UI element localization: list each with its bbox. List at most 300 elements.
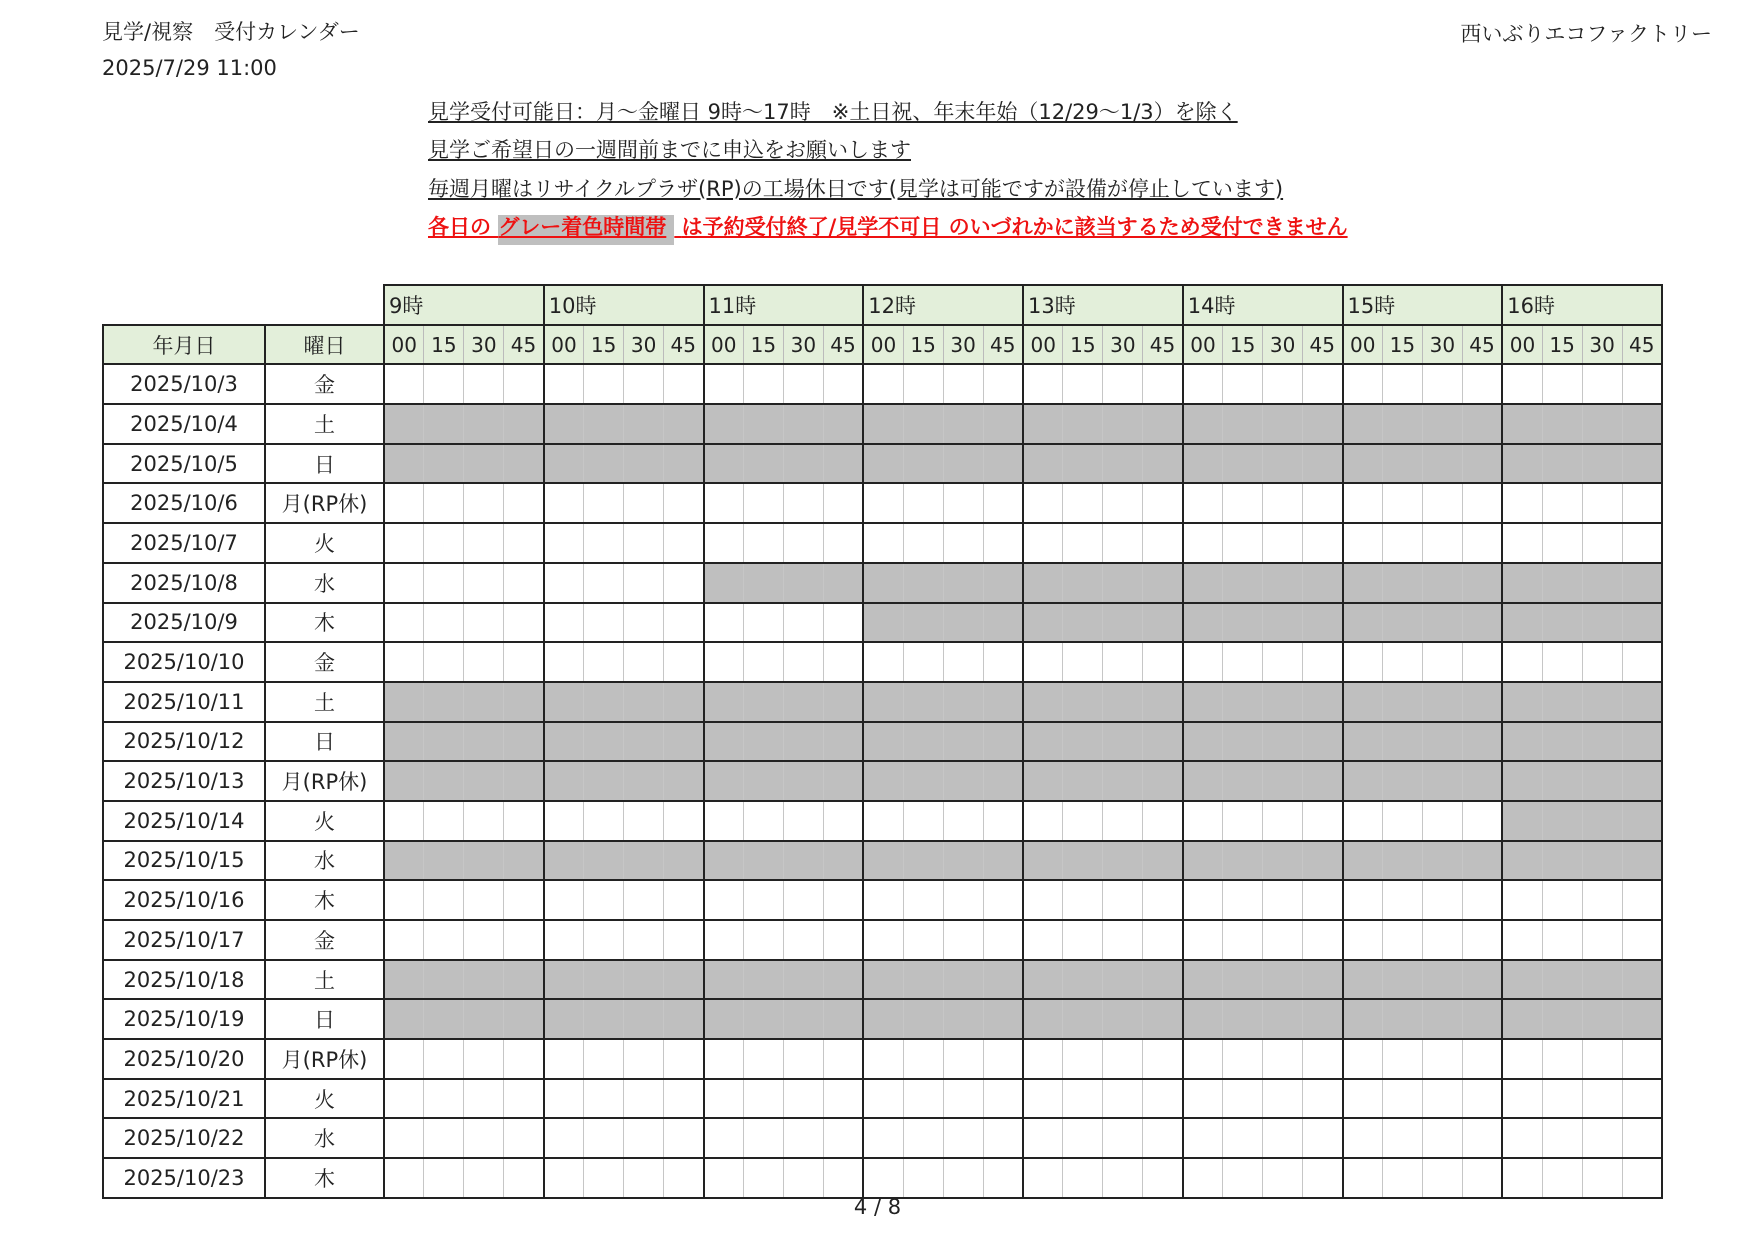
time-slot-closed bbox=[1462, 404, 1502, 444]
time-slot-closed bbox=[823, 761, 863, 801]
time-slot-closed bbox=[743, 960, 783, 1000]
table-row bbox=[103, 960, 1662, 1000]
time-slot-closed bbox=[1422, 960, 1462, 1000]
time-slot-open bbox=[943, 483, 983, 523]
time-slot-closed bbox=[384, 999, 424, 1039]
time-slot-closed bbox=[823, 404, 863, 444]
time-slot-open bbox=[504, 880, 544, 920]
time-slot-closed bbox=[464, 404, 504, 444]
time-slot-open bbox=[1462, 1039, 1502, 1079]
time-slot-closed bbox=[1622, 444, 1662, 484]
time-slot-open bbox=[903, 364, 943, 404]
time-slot-closed bbox=[903, 841, 943, 881]
time-slot-open bbox=[624, 483, 664, 523]
time-slot-closed bbox=[1542, 722, 1582, 762]
time-slot-closed bbox=[1103, 761, 1143, 801]
time-slot-closed bbox=[1023, 722, 1063, 762]
time-slot-closed bbox=[863, 404, 903, 444]
time-slot-open bbox=[783, 603, 823, 643]
time-slot-closed bbox=[823, 960, 863, 1000]
time-slot-open bbox=[1422, 1118, 1462, 1158]
minute-header: 15 bbox=[424, 325, 464, 365]
time-slot-open bbox=[1303, 364, 1343, 404]
time-slot-open bbox=[863, 880, 903, 920]
time-slot-closed bbox=[1343, 682, 1383, 722]
weekday-cell: 火 bbox=[265, 523, 384, 563]
time-slot-open bbox=[1542, 1039, 1582, 1079]
time-slot-open bbox=[1143, 920, 1183, 960]
time-slot-closed bbox=[1183, 444, 1223, 484]
time-slot-closed bbox=[544, 444, 584, 484]
date-cell: 2025/10/21 bbox=[103, 1079, 265, 1119]
time-slot-open bbox=[1462, 523, 1502, 563]
date-cell: 2025/10/9 bbox=[103, 603, 265, 643]
time-slot-open bbox=[1143, 523, 1183, 563]
time-slot-closed bbox=[1422, 761, 1462, 801]
time-slot-closed bbox=[1382, 722, 1422, 762]
time-slot-open bbox=[544, 1039, 584, 1079]
time-slot-closed bbox=[1622, 960, 1662, 1000]
time-slot-closed bbox=[1343, 404, 1383, 444]
time-slot-open bbox=[1422, 1039, 1462, 1079]
time-slot-closed bbox=[584, 841, 624, 881]
weekday-cell: 日 bbox=[265, 999, 384, 1039]
time-slot-open bbox=[384, 1079, 424, 1119]
time-slot-closed bbox=[664, 722, 704, 762]
table-row bbox=[103, 682, 1662, 722]
time-slot-open bbox=[943, 880, 983, 920]
date-cell: 2025/10/13 bbox=[103, 761, 265, 801]
time-slot-open bbox=[1183, 1158, 1223, 1198]
time-slot-closed bbox=[1502, 722, 1542, 762]
minute-header: 15 bbox=[903, 325, 943, 365]
time-slot-closed bbox=[664, 444, 704, 484]
hour-header: 16時 bbox=[1502, 285, 1662, 325]
time-slot-open bbox=[1263, 364, 1303, 404]
time-slot-closed bbox=[1143, 682, 1183, 722]
time-slot-open bbox=[424, 1158, 464, 1198]
table-row bbox=[103, 523, 1662, 563]
time-slot-open bbox=[1582, 1039, 1622, 1079]
time-slot-open bbox=[584, 523, 624, 563]
time-slot-open bbox=[424, 603, 464, 643]
minute-header: 00 bbox=[544, 325, 584, 365]
time-slot-closed bbox=[783, 444, 823, 484]
time-slot-closed bbox=[1183, 404, 1223, 444]
time-slot-closed bbox=[1382, 404, 1422, 444]
time-slot-open bbox=[664, 1118, 704, 1158]
minute-header: 15 bbox=[1382, 325, 1422, 365]
time-slot-open bbox=[1422, 801, 1462, 841]
time-slot-closed bbox=[1263, 841, 1303, 881]
time-slot-closed bbox=[1103, 404, 1143, 444]
time-slot-closed bbox=[1343, 603, 1383, 643]
time-slot-open bbox=[743, 1118, 783, 1158]
time-slot-closed bbox=[783, 404, 823, 444]
time-slot-closed bbox=[823, 563, 863, 603]
time-slot-closed bbox=[903, 682, 943, 722]
time-slot-closed bbox=[1143, 841, 1183, 881]
time-slot-open bbox=[743, 880, 783, 920]
time-slot-closed bbox=[1143, 761, 1183, 801]
time-slot-open bbox=[504, 603, 544, 643]
time-slot-open bbox=[1502, 880, 1542, 920]
time-slot-open bbox=[823, 880, 863, 920]
time-slot-closed bbox=[1422, 563, 1462, 603]
time-slot-closed bbox=[1343, 841, 1383, 881]
time-slot-closed bbox=[624, 444, 664, 484]
minute-header: 45 bbox=[1143, 325, 1183, 365]
time-slot-open bbox=[584, 801, 624, 841]
time-slot-open bbox=[1622, 642, 1662, 682]
time-slot-open bbox=[1183, 1039, 1223, 1079]
time-slot-open bbox=[1023, 523, 1063, 563]
time-slot-open bbox=[903, 1158, 943, 1198]
page-title: 見学/視察 受付カレンダー bbox=[102, 20, 360, 44]
time-slot-open bbox=[1542, 483, 1582, 523]
time-slot-closed bbox=[384, 682, 424, 722]
time-slot-closed bbox=[664, 960, 704, 1000]
time-slot-closed bbox=[903, 999, 943, 1039]
time-slot-open bbox=[664, 523, 704, 563]
time-slot-closed bbox=[704, 404, 744, 444]
time-slot-open bbox=[1143, 1079, 1183, 1119]
time-slot-open bbox=[1382, 920, 1422, 960]
weekday-cell: 金 bbox=[265, 920, 384, 960]
date-cell: 2025/10/4 bbox=[103, 404, 265, 444]
time-slot-open bbox=[1502, 483, 1542, 523]
time-slot-open bbox=[624, 801, 664, 841]
time-slot-open bbox=[1542, 523, 1582, 563]
time-slot-closed bbox=[464, 444, 504, 484]
date-cell: 2025/10/23 bbox=[103, 1158, 265, 1198]
time-slot-closed bbox=[1542, 999, 1582, 1039]
time-slot-closed bbox=[1422, 722, 1462, 762]
time-slot-closed bbox=[1063, 603, 1103, 643]
time-slot-closed bbox=[464, 841, 504, 881]
time-slot-closed bbox=[1462, 444, 1502, 484]
time-slot-closed bbox=[1023, 999, 1063, 1039]
time-slot-open bbox=[384, 642, 424, 682]
time-slot-open bbox=[1582, 523, 1622, 563]
time-slot-open bbox=[863, 523, 903, 563]
time-slot-closed bbox=[704, 761, 744, 801]
timestamp: 2025/7/29 11:00 bbox=[102, 56, 277, 80]
time-slot-open bbox=[1382, 483, 1422, 523]
time-slot-open bbox=[624, 364, 664, 404]
time-slot-open bbox=[1343, 642, 1383, 682]
time-slot-open bbox=[863, 1039, 903, 1079]
date-cell: 2025/10/16 bbox=[103, 880, 265, 920]
time-slot-closed bbox=[504, 841, 544, 881]
time-slot-open bbox=[1303, 801, 1343, 841]
time-slot-closed bbox=[424, 722, 464, 762]
time-slot-closed bbox=[1063, 999, 1103, 1039]
date-cell: 2025/10/8 bbox=[103, 563, 265, 603]
time-slot-open bbox=[1103, 1118, 1143, 1158]
time-slot-open bbox=[1343, 1079, 1383, 1119]
time-slot-closed bbox=[1343, 761, 1383, 801]
time-slot-closed bbox=[943, 960, 983, 1000]
hour-header: 12時 bbox=[863, 285, 1023, 325]
time-slot-open bbox=[664, 1039, 704, 1079]
time-slot-open bbox=[783, 1079, 823, 1119]
time-slot-open bbox=[1103, 1079, 1143, 1119]
time-slot-open bbox=[704, 523, 744, 563]
time-slot-closed bbox=[1622, 682, 1662, 722]
time-slot-closed bbox=[544, 761, 584, 801]
time-slot-open bbox=[1462, 1158, 1502, 1198]
time-slot-open bbox=[1303, 920, 1343, 960]
time-slot-open bbox=[1223, 1039, 1263, 1079]
time-slot-open bbox=[863, 801, 903, 841]
time-slot-open bbox=[1223, 880, 1263, 920]
time-slot-closed bbox=[1502, 960, 1542, 1000]
time-slot-open bbox=[464, 920, 504, 960]
time-slot-open bbox=[1023, 1118, 1063, 1158]
time-slot-closed bbox=[783, 563, 823, 603]
time-slot-closed bbox=[624, 841, 664, 881]
time-slot-open bbox=[743, 801, 783, 841]
time-slot-open bbox=[983, 364, 1023, 404]
time-slot-open bbox=[1063, 523, 1103, 563]
minute-header: 15 bbox=[584, 325, 624, 365]
time-slot-closed bbox=[943, 563, 983, 603]
time-slot-closed bbox=[1143, 722, 1183, 762]
time-slot-open bbox=[1263, 1079, 1303, 1119]
time-slot-closed bbox=[783, 999, 823, 1039]
time-slot-open bbox=[464, 801, 504, 841]
time-slot-closed bbox=[384, 960, 424, 1000]
time-slot-open bbox=[743, 364, 783, 404]
time-slot-open bbox=[1023, 364, 1063, 404]
time-slot-open bbox=[544, 1079, 584, 1119]
time-slot-open bbox=[1462, 483, 1502, 523]
time-slot-open bbox=[1223, 920, 1263, 960]
time-slot-open bbox=[783, 1158, 823, 1198]
time-slot-closed bbox=[1303, 841, 1343, 881]
time-slot-open bbox=[823, 1039, 863, 1079]
time-slot-open bbox=[424, 1118, 464, 1158]
time-slot-closed bbox=[384, 444, 424, 484]
time-slot-open bbox=[783, 364, 823, 404]
time-slot-open bbox=[903, 920, 943, 960]
time-slot-closed bbox=[1382, 563, 1422, 603]
time-slot-open bbox=[464, 642, 504, 682]
time-slot-closed bbox=[943, 761, 983, 801]
time-slot-open bbox=[1382, 523, 1422, 563]
time-slot-open bbox=[1582, 920, 1622, 960]
warning-gray-highlight: グレー着色時間帯 bbox=[498, 215, 674, 245]
weekday-cell: 水 bbox=[265, 563, 384, 603]
weekday-cell: 土 bbox=[265, 404, 384, 444]
time-slot-open bbox=[664, 642, 704, 682]
time-slot-closed bbox=[983, 603, 1023, 643]
weekday-cell: 木 bbox=[265, 603, 384, 643]
time-slot-closed bbox=[823, 999, 863, 1039]
time-slot-closed bbox=[1023, 682, 1063, 722]
time-slot-open bbox=[424, 563, 464, 603]
time-slot-open bbox=[1542, 642, 1582, 682]
time-slot-closed bbox=[1303, 722, 1343, 762]
time-slot-open bbox=[504, 1118, 544, 1158]
time-slot-closed bbox=[903, 404, 943, 444]
time-slot-closed bbox=[1622, 563, 1662, 603]
time-slot-closed bbox=[1183, 841, 1223, 881]
time-slot-open bbox=[1063, 364, 1103, 404]
minute-header: 00 bbox=[1343, 325, 1383, 365]
time-slot-open bbox=[743, 920, 783, 960]
time-slot-closed bbox=[624, 999, 664, 1039]
time-slot-open bbox=[664, 1079, 704, 1119]
time-slot-closed bbox=[1183, 722, 1223, 762]
time-slot-closed bbox=[1103, 722, 1143, 762]
time-slot-open bbox=[1143, 642, 1183, 682]
hour-header: 11時 bbox=[704, 285, 864, 325]
time-slot-open bbox=[1622, 1158, 1662, 1198]
time-slot-closed bbox=[1622, 761, 1662, 801]
time-slot-open bbox=[544, 523, 584, 563]
time-slot-closed bbox=[1462, 603, 1502, 643]
time-slot-open bbox=[983, 1158, 1023, 1198]
time-slot-closed bbox=[943, 444, 983, 484]
time-slot-open bbox=[1622, 1079, 1662, 1119]
time-slot-open bbox=[743, 1158, 783, 1198]
time-slot-closed bbox=[783, 841, 823, 881]
time-slot-closed bbox=[1343, 960, 1383, 1000]
date-cell: 2025/10/18 bbox=[103, 960, 265, 1000]
time-slot-open bbox=[783, 1039, 823, 1079]
time-slot-open bbox=[823, 642, 863, 682]
time-slot-closed bbox=[1303, 603, 1343, 643]
time-slot-open bbox=[1542, 1158, 1582, 1198]
time-slot-open bbox=[584, 1079, 624, 1119]
time-slot-open bbox=[1462, 880, 1502, 920]
time-slot-open bbox=[704, 880, 744, 920]
time-slot-closed bbox=[1303, 999, 1343, 1039]
notice-gray-warning bbox=[428, 211, 1348, 241]
time-slot-closed bbox=[1223, 722, 1263, 762]
minute-header: 30 bbox=[1263, 325, 1303, 365]
time-slot-closed bbox=[1382, 444, 1422, 484]
time-slot-open bbox=[504, 523, 544, 563]
time-slot-closed bbox=[743, 563, 783, 603]
time-slot-open bbox=[1103, 801, 1143, 841]
time-slot-closed bbox=[1063, 761, 1103, 801]
time-slot-open bbox=[424, 364, 464, 404]
time-slot-open bbox=[903, 523, 943, 563]
time-slot-closed bbox=[504, 682, 544, 722]
time-slot-open bbox=[544, 642, 584, 682]
time-slot-closed bbox=[1343, 563, 1383, 603]
time-slot-open bbox=[1462, 642, 1502, 682]
time-slot-open bbox=[424, 880, 464, 920]
time-slot-open bbox=[903, 1039, 943, 1079]
time-slot-closed bbox=[1023, 603, 1063, 643]
table-row bbox=[103, 1118, 1662, 1158]
time-slot-open bbox=[1343, 523, 1383, 563]
time-slot-open bbox=[1622, 523, 1662, 563]
time-slot-closed bbox=[863, 722, 903, 762]
time-slot-open bbox=[1183, 364, 1223, 404]
minute-header: 45 bbox=[983, 325, 1023, 365]
time-slot-closed bbox=[783, 761, 823, 801]
time-slot-open bbox=[1582, 1079, 1622, 1119]
time-slot-open bbox=[1622, 920, 1662, 960]
time-slot-open bbox=[704, 642, 744, 682]
time-slot-closed bbox=[1622, 722, 1662, 762]
minute-header: 30 bbox=[1103, 325, 1143, 365]
time-slot-closed bbox=[1063, 404, 1103, 444]
time-slot-open bbox=[1542, 1118, 1582, 1158]
time-slot-closed bbox=[863, 960, 903, 1000]
time-slot-closed bbox=[983, 722, 1023, 762]
time-slot-open bbox=[464, 1079, 504, 1119]
time-slot-open bbox=[424, 483, 464, 523]
time-slot-open bbox=[664, 483, 704, 523]
time-slot-open bbox=[624, 920, 664, 960]
time-slot-open bbox=[1422, 364, 1462, 404]
date-cell: 2025/10/22 bbox=[103, 1118, 265, 1158]
time-slot-closed bbox=[1422, 999, 1462, 1039]
time-slot-open bbox=[504, 1079, 544, 1119]
time-slot-closed bbox=[1143, 603, 1183, 643]
time-slot-open bbox=[1103, 364, 1143, 404]
time-slot-open bbox=[1303, 1158, 1343, 1198]
time-slot-closed bbox=[1502, 563, 1542, 603]
date-cell: 2025/10/20 bbox=[103, 1039, 265, 1079]
time-slot-open bbox=[1422, 642, 1462, 682]
time-slot-open bbox=[1023, 920, 1063, 960]
time-slot-open bbox=[1263, 523, 1303, 563]
time-slot-open bbox=[704, 483, 744, 523]
time-slot-closed bbox=[504, 761, 544, 801]
time-slot-closed bbox=[1263, 563, 1303, 603]
table-row bbox=[103, 404, 1662, 444]
time-slot-closed bbox=[1263, 682, 1303, 722]
time-slot-closed bbox=[424, 841, 464, 881]
date-cell: 2025/10/3 bbox=[103, 364, 265, 404]
time-slot-closed bbox=[823, 444, 863, 484]
time-slot-open bbox=[1422, 483, 1462, 523]
minute-header: 00 bbox=[704, 325, 744, 365]
time-slot-open bbox=[504, 642, 544, 682]
time-slot-closed bbox=[783, 722, 823, 762]
time-slot-closed bbox=[1143, 960, 1183, 1000]
time-slot-open bbox=[584, 603, 624, 643]
time-slot-open bbox=[1063, 483, 1103, 523]
time-slot-closed bbox=[424, 444, 464, 484]
time-slot-open bbox=[584, 1118, 624, 1158]
time-slot-closed bbox=[624, 722, 664, 762]
time-slot-closed bbox=[464, 999, 504, 1039]
time-slot-open bbox=[1542, 880, 1582, 920]
time-slot-open bbox=[943, 1118, 983, 1158]
weekday-cell: 金 bbox=[265, 364, 384, 404]
time-slot-open bbox=[1502, 1158, 1542, 1198]
time-slot-closed bbox=[1582, 960, 1622, 1000]
time-slot-open bbox=[704, 1118, 744, 1158]
time-slot-closed bbox=[1223, 682, 1263, 722]
table-row bbox=[103, 920, 1662, 960]
time-slot-open bbox=[1063, 1158, 1103, 1198]
time-slot-open bbox=[1183, 1118, 1223, 1158]
time-slot-open bbox=[1303, 1118, 1343, 1158]
time-slot-open bbox=[704, 364, 744, 404]
table-row bbox=[103, 444, 1662, 484]
time-slot-closed bbox=[584, 682, 624, 722]
time-slot-open bbox=[1063, 1118, 1103, 1158]
